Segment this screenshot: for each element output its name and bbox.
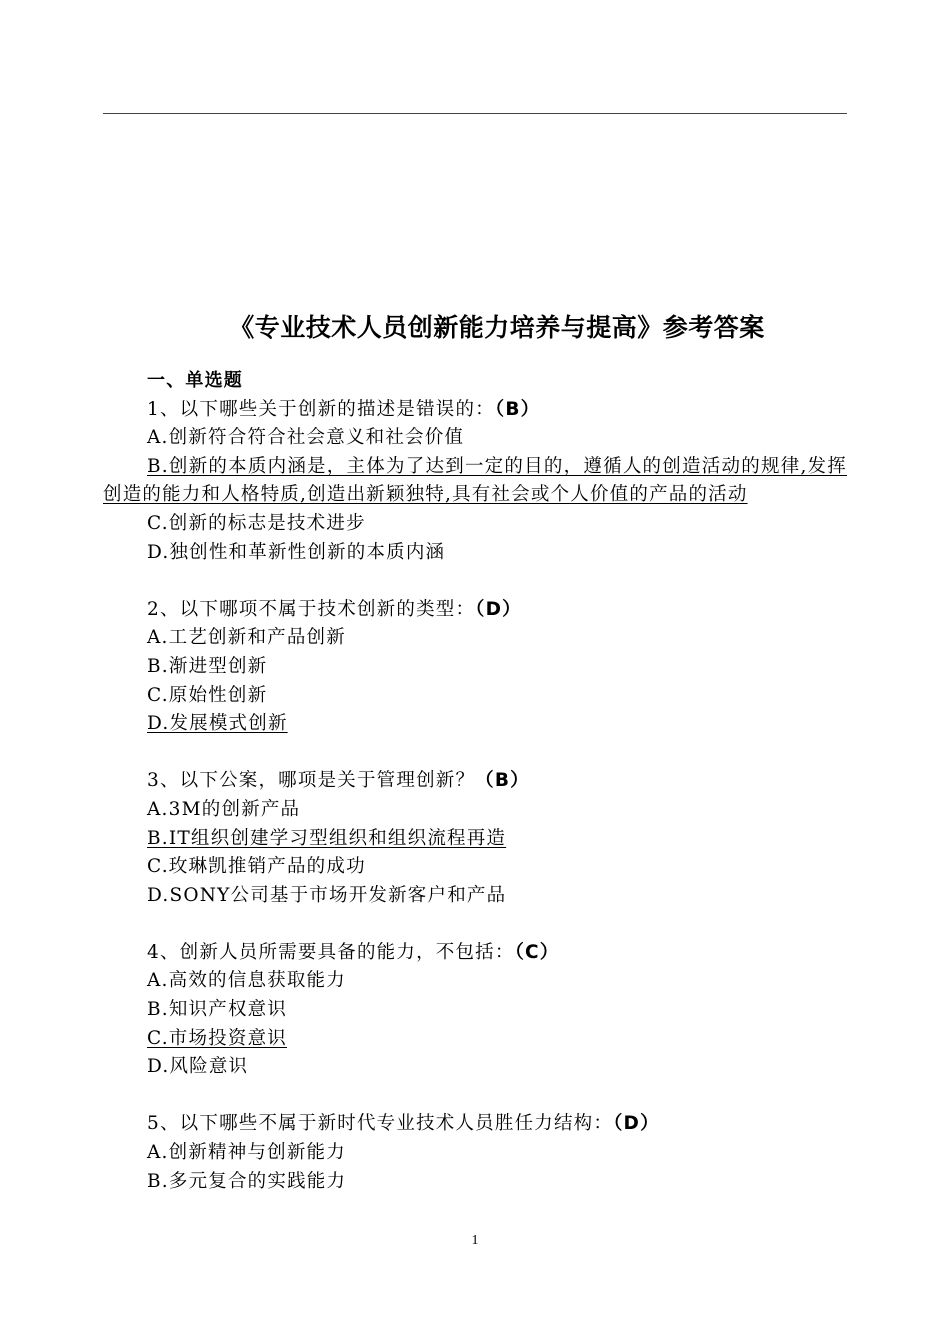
option-b: B.多元复合的实践能力	[147, 1170, 347, 1192]
option-c: C.创新的标志是技术进步	[147, 512, 366, 534]
answer-key: （D）	[613, 1113, 660, 1135]
question-text: 2、以下哪项不属于技术创新的类型：	[147, 598, 476, 620]
header-rule	[103, 113, 847, 114]
question-text: 5、以下哪些不属于新时代专业技术人员胜任力结构：	[147, 1113, 614, 1135]
answer-key: （C）	[514, 941, 560, 963]
question-text: 4、创新人员所需要具备的能力，不包括：	[147, 941, 515, 963]
option-b: B.知识产权意识	[147, 999, 288, 1021]
question-stem	[103, 1110, 847, 1139]
option-a: A.创新符合符合社会意义和社会价值	[147, 427, 465, 449]
option-a: A.创新精神与创新能力	[147, 1142, 346, 1164]
option-c: C.原始性创新	[147, 684, 268, 706]
option-a: A.工艺创新和产品创新	[147, 627, 346, 649]
option-a: A.高效的信息获取能力	[147, 970, 346, 992]
answer-key: （B）	[475, 770, 530, 792]
question-stem	[103, 396, 847, 425]
option-b-correct: B.创新的本质内涵是，主体为了达到一定的目的，遵循人的创造活动的规律,发挥创造的能力和人格特质,创造出新颖独特,具有社会或个人价值的产品的活动	[103, 455, 847, 506]
question-5	[103, 1110, 847, 1196]
question-stem	[103, 939, 847, 968]
option-d: D.风险意识	[147, 1056, 249, 1078]
question-4	[103, 939, 847, 1082]
option-d: D.SONY公司基于市场开发新客户和产品	[147, 884, 507, 906]
question-text: 1、以下哪些关于创新的描述是错误的：	[147, 398, 495, 420]
option-b-correct: B.IT组织创建学习型组织和组织流程再造	[147, 827, 507, 849]
question-stem	[103, 767, 847, 796]
option-c-correct: C.市场投资意识	[147, 1027, 287, 1049]
question-2	[103, 596, 847, 739]
document-body	[103, 367, 847, 1225]
option-b: B.渐进型创新	[147, 655, 268, 677]
question-text: 3、以下公案，哪项是关于管理创新？	[147, 770, 476, 792]
question-stem	[103, 596, 847, 625]
page-number: 1	[471, 1233, 479, 1248]
question-1	[103, 396, 847, 568]
answer-key: （D）	[475, 598, 522, 620]
option-d: D.独创性和革新性创新的本质内涵	[147, 541, 446, 563]
option-c: C.玫琳凯推销产品的成功	[147, 856, 366, 878]
section-heading: 一、单选题	[147, 370, 243, 391]
option-a: A.3M的创新产品	[147, 798, 301, 820]
answer-key: （B）	[494, 398, 541, 420]
option-d-correct: D.发展模式创新	[147, 713, 288, 735]
question-3	[103, 767, 847, 910]
document-title: 《专业技术人员创新能力培养与提高》参考答案	[229, 313, 765, 342]
